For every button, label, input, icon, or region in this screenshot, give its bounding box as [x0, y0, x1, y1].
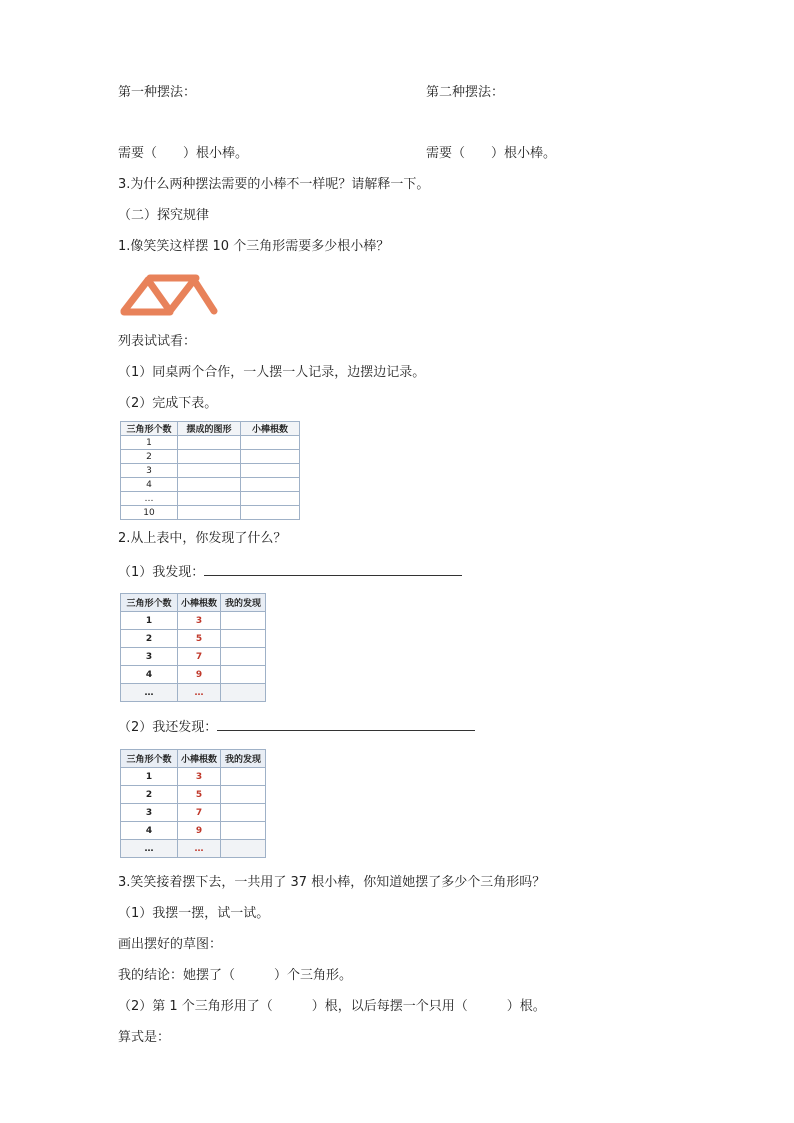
table-cell[interactable]: [241, 506, 300, 520]
stick: [194, 280, 214, 311]
conclusion: 我的结论：她摆了（ ）个三角形。: [118, 968, 353, 983]
discovery-table-2: [120, 749, 266, 858]
found-1-label: （1）我发现：: [118, 565, 205, 580]
table-cell: 7: [178, 804, 221, 822]
table-cell: …: [178, 840, 221, 858]
table-row: [121, 768, 266, 786]
table-header: 我的发现: [221, 594, 266, 612]
table-cell[interactable]: [241, 464, 300, 478]
table-cell[interactable]: [221, 648, 266, 666]
question-2: 2.从上表中，你发现了什么？: [118, 531, 287, 546]
table-row: [121, 612, 266, 630]
table-header: 我的发现: [221, 750, 266, 768]
step-1: （1）同桌两个合作，一人摆一人记录，边摆边记录。: [118, 365, 426, 380]
table-row: [121, 630, 266, 648]
table-cell: 3: [121, 648, 178, 666]
table-row: [121, 822, 266, 840]
table-header: 小棒根数: [178, 750, 221, 768]
step-3-1: （1）我摆一摆，试一试。: [118, 906, 270, 921]
table-cell: 4: [121, 666, 178, 684]
method1-label: 第一种摆法：: [118, 85, 197, 100]
try-table-label: 列表试试看：: [118, 334, 197, 349]
found-2-answer-line[interactable]: [217, 716, 475, 731]
discovery-table-1: [120, 593, 266, 702]
table-cell: 9: [178, 666, 221, 684]
need-sticks-1: 需要（ ）根小棒。: [118, 146, 249, 161]
table-cell[interactable]: [178, 450, 241, 464]
found-2-row: [118, 716, 475, 737]
table-cell: …: [121, 492, 178, 506]
table-cell[interactable]: [221, 804, 266, 822]
table-cell: 2: [121, 786, 178, 804]
section-heading-explore: （二）探究规律: [118, 208, 210, 223]
table-row: [121, 666, 266, 684]
question-3-why: 3.为什么两种摆法需要的小棒不一样呢？请解释一下。: [118, 177, 430, 192]
table-cell[interactable]: [241, 436, 300, 450]
table-row: [121, 840, 266, 858]
table-row: [121, 436, 300, 450]
found-2-label: （2）我还发现：: [118, 720, 218, 735]
table-cell[interactable]: [221, 786, 266, 804]
table-header: 小棒根数: [178, 594, 221, 612]
table-cell: …: [178, 684, 221, 702]
table-cell[interactable]: [221, 612, 266, 630]
table-cell[interactable]: [221, 768, 266, 786]
found-1-answer-line[interactable]: [204, 561, 462, 576]
table-row: [121, 786, 266, 804]
table-cell: 1: [121, 612, 178, 630]
table-cell: 3: [178, 612, 221, 630]
table-cell: 5: [178, 630, 221, 648]
step-2: （2）完成下表。: [118, 396, 218, 411]
record-table: [120, 421, 300, 520]
formula-label: 算式是：: [118, 1030, 171, 1045]
table-cell: 2: [121, 450, 178, 464]
table-cell[interactable]: [241, 450, 300, 464]
table-cell[interactable]: [178, 506, 241, 520]
table-cell: 9: [178, 822, 221, 840]
table-row: [121, 684, 266, 702]
table-cell[interactable]: [221, 840, 266, 858]
table-header: 三角形个数: [121, 422, 178, 436]
table-cell[interactable]: [178, 464, 241, 478]
found-1-row: [118, 561, 462, 582]
table-row: [121, 464, 300, 478]
table-cell[interactable]: [241, 478, 300, 492]
draw-sketch-label: 画出摆好的草图：: [118, 937, 223, 952]
step-3-2: （2）第 1 个三角形用了（ ）根，以后每摆一个只用（ ）根。: [118, 999, 546, 1014]
table-row: [121, 450, 300, 464]
method2-label: 第二种摆法：: [426, 85, 505, 100]
table-header: 小棒根数: [241, 422, 300, 436]
stick: [170, 280, 194, 311]
table-cell[interactable]: [241, 492, 300, 506]
table-row: [121, 492, 300, 506]
table-cell[interactable]: [221, 630, 266, 648]
table-cell: 3: [178, 768, 221, 786]
question-1: 1.像笑笑这样摆 10 个三角形需要多少根小棒？: [118, 239, 390, 254]
table-cell: …: [121, 684, 178, 702]
table-header: 三角形个数: [121, 750, 178, 768]
need-sticks-2: 需要（ ）根小棒。: [426, 146, 557, 161]
table-cell: 1: [121, 436, 178, 450]
question-3-continue: 3.笑笑接着摆下去，一共用了 37 根小棒，你知道她摆了多少个三角形吗？: [118, 875, 546, 890]
table-cell: …: [121, 840, 178, 858]
table-row: [121, 648, 266, 666]
table-row: [121, 804, 266, 822]
table-cell: 4: [121, 822, 178, 840]
stick: [124, 280, 148, 311]
table-cell: 3: [121, 804, 178, 822]
table-cell[interactable]: [221, 666, 266, 684]
table-cell: 3: [121, 464, 178, 478]
table-cell[interactable]: [178, 436, 241, 450]
table-header: 摆成的图形: [178, 422, 241, 436]
stick: [148, 280, 170, 311]
table-cell: 4: [121, 478, 178, 492]
table-cell[interactable]: [221, 822, 266, 840]
table-cell: 10: [121, 506, 178, 520]
stick-triangles-image: [118, 270, 218, 318]
table-cell[interactable]: [178, 492, 241, 506]
table-cell: 1: [121, 768, 178, 786]
table-row: [121, 506, 300, 520]
table-cell: 2: [121, 630, 178, 648]
table-cell: 5: [178, 786, 221, 804]
table-row: [121, 478, 300, 492]
table-cell: 7: [178, 648, 221, 666]
table-header: 三角形个数: [121, 594, 178, 612]
table-cell[interactable]: [221, 684, 266, 702]
table-cell[interactable]: [178, 478, 241, 492]
